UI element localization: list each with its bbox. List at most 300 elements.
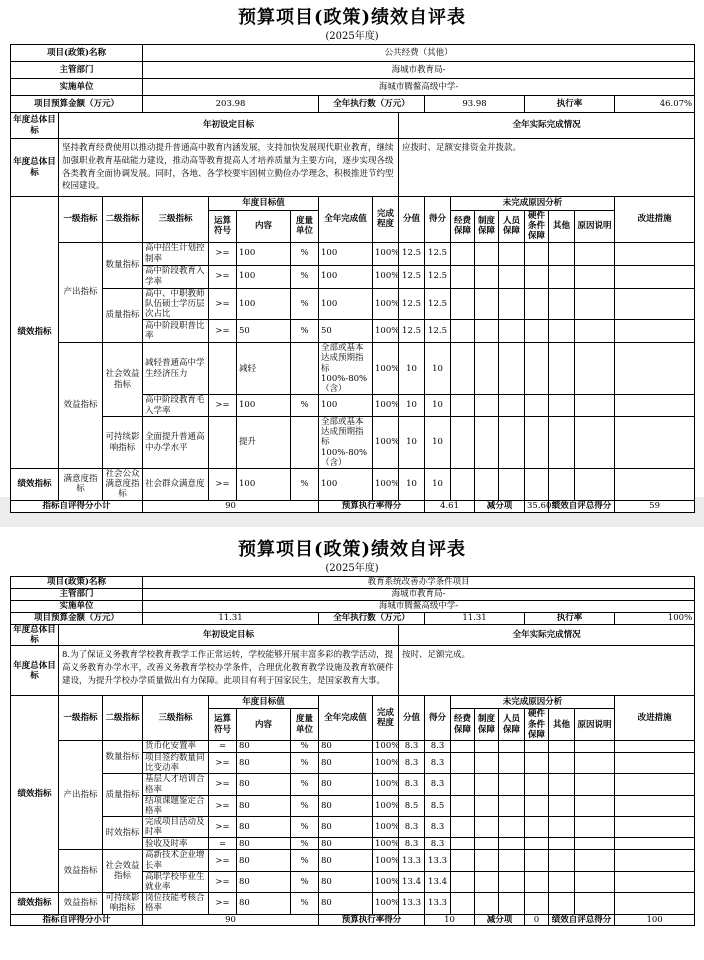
completion-degree-value: 100% <box>373 752 399 773</box>
level3-header: 三级指标 <box>143 696 209 741</box>
full-year-value: 100 <box>319 288 373 320</box>
empty-cell <box>615 871 695 892</box>
empty-cell <box>499 265 525 288</box>
empty-cell <box>549 265 575 288</box>
weight-value: 8.3 <box>399 817 425 838</box>
empty-cell <box>615 288 695 320</box>
form-title: 预算项目(政策)绩效自评表 <box>237 539 467 560</box>
unit-header: 度量单位 <box>291 709 319 741</box>
reason-header-6: 原因说明 <box>575 211 615 243</box>
unit-value: % <box>291 871 319 892</box>
operator-value: >= <box>209 395 237 417</box>
indicator-subtotal-label: 指标自评得分小计 <box>11 914 143 925</box>
unit-value: % <box>291 288 319 320</box>
empty-cell <box>451 817 475 838</box>
improvement-measures-header: 改进措施 <box>615 197 695 243</box>
empty-cell <box>615 242 695 265</box>
empty-cell <box>475 795 499 816</box>
unit-value: % <box>291 242 319 265</box>
performance-indicators-label: 绩效指标 <box>11 696 59 893</box>
completion-degree-value: 100% <box>373 871 399 892</box>
empty-cell <box>499 343 525 395</box>
full-year-value: 80 <box>319 850 373 871</box>
empty-cell <box>475 838 499 850</box>
level2-indicator: 质量指标 <box>103 774 143 817</box>
empty-cell <box>525 395 549 417</box>
form-title: 预算项目(政策)绩效自评表 <box>237 7 467 28</box>
completion-degree-header: 完成程度 <box>373 197 399 243</box>
empty-cell <box>475 417 499 469</box>
level2-header: 二级指标 <box>103 696 143 741</box>
metric-row <box>11 740 695 752</box>
operator-header: 运算符号 <box>209 211 237 243</box>
target-value: 100 <box>237 242 291 265</box>
score-header: 得分 <box>425 197 451 243</box>
empty-cell <box>575 752 615 773</box>
target-value: 80 <box>237 752 291 773</box>
empty-cell <box>549 469 575 501</box>
full-year-value-header: 全年完成值 <box>319 696 373 741</box>
budget-execution-score-label: 预算执行率得分 <box>319 914 425 925</box>
empty-cell <box>549 893 575 914</box>
empty-cell <box>475 893 499 914</box>
form-year: (2025年度) <box>325 31 379 42</box>
score-value: 8.3 <box>425 752 451 773</box>
empty-cell <box>575 343 615 395</box>
reason-header-5: 其他 <box>549 211 575 243</box>
department-value: 海城市教育局- <box>143 589 695 601</box>
metric-row <box>11 343 695 395</box>
annual-goal-side-label: 年度总体目标 <box>11 113 59 139</box>
executed-amount-value: 11.31 <box>425 613 525 625</box>
metric-row <box>11 850 695 871</box>
empty-cell <box>499 740 525 752</box>
implementing-unit-label: 实施单位 <box>11 79 143 96</box>
empty-cell <box>525 893 549 914</box>
annual-goal-label: 年度总体目标 <box>11 646 59 696</box>
weight-value: 10 <box>399 343 425 395</box>
unit-value: % <box>291 740 319 752</box>
score-value: 12.5 <box>425 288 451 320</box>
metric-row <box>11 417 695 469</box>
score-value: 8.3 <box>425 817 451 838</box>
empty-cell <box>525 838 549 850</box>
empty-cell <box>451 838 475 850</box>
level3-indicator: 高中招生计划控制率 <box>143 242 209 265</box>
level2-indicator: 可持续影响指标 <box>103 893 143 914</box>
weight-value: 13.4 <box>399 871 425 892</box>
empty-cell <box>475 288 499 320</box>
completion-degree-value: 100% <box>373 740 399 752</box>
completion-degree-value: 100% <box>373 838 399 850</box>
unit-value: % <box>291 395 319 417</box>
initial-goal-text: 8.为了保证义务教育学校教育教学工作正常运转，学校能够开展丰富多彩的教学活动，提高义务教育办学水平，改善义务教育学校办学条件，合理优化教育教学设施及教育软硬件建设，为提升学校办学质量做出有力保障。此项目有利于国家民生，是国家教育大事。 <box>59 646 399 696</box>
empty-cell <box>451 740 475 752</box>
unit-value: % <box>291 795 319 816</box>
evaluation-table <box>10 44 695 513</box>
empty-cell <box>499 817 525 838</box>
level3-indicator: 项目签约数量同比变动率 <box>143 752 209 773</box>
score-value: 13.4 <box>425 871 451 892</box>
empty-cell <box>575 265 615 288</box>
evaluation-form-2 <box>10 538 694 926</box>
empty-cell <box>575 417 615 469</box>
level2-indicator: 质量指标 <box>103 288 143 343</box>
empty-cell <box>575 774 615 795</box>
empty-cell <box>499 893 525 914</box>
weight-value: 13.3 <box>399 850 425 871</box>
budget-execution-score-value: 4.61 <box>425 500 475 512</box>
full-year-value: 100 <box>319 469 373 501</box>
completion-degree-value: 100% <box>373 265 399 288</box>
executed-amount-label: 全年执行数（万元） <box>319 96 425 113</box>
empty-cell <box>525 320 549 343</box>
target-value: 100 <box>237 395 291 417</box>
score-value: 12.5 <box>425 320 451 343</box>
empty-cell <box>549 242 575 265</box>
target-value: 80 <box>237 740 291 752</box>
target-value: 80 <box>237 838 291 850</box>
weight-value: 8.3 <box>399 740 425 752</box>
empty-cell <box>475 752 499 773</box>
score-value: 8.3 <box>425 774 451 795</box>
empty-cell <box>475 469 499 501</box>
metric-row <box>11 288 695 320</box>
weight-value: 13.3 <box>399 893 425 914</box>
empty-cell <box>575 871 615 892</box>
operator-value: >= <box>209 893 237 914</box>
weight-value: 8.3 <box>399 774 425 795</box>
empty-cell <box>499 242 525 265</box>
empty-cell <box>525 795 549 816</box>
level1-indicator: 满意度指标 <box>59 469 103 501</box>
annual-goal-side-label: 年度总体目标 <box>11 625 59 646</box>
weight-value: 10 <box>399 469 425 501</box>
level3-indicator: 基层人才培训合格率 <box>143 774 209 795</box>
unit-header: 度量单位 <box>291 211 319 243</box>
metric-row <box>11 469 695 501</box>
level2-indicator: 可持续影响指标 <box>103 417 143 469</box>
empty-cell <box>475 395 499 417</box>
executed-amount-value: 93.98 <box>425 96 525 113</box>
level2-indicator: 时效指标 <box>103 817 143 850</box>
reason-header-3: 人员保障 <box>499 211 525 243</box>
budget-amount-label: 项目预算金额（万元） <box>11 613 143 625</box>
incomplete-reason-header: 未完成原因分析 <box>451 696 615 709</box>
metric-row <box>11 774 695 795</box>
level3-indicator: 货币化安置率 <box>143 740 209 752</box>
initial-goal-text: 坚持教育经费使用以推动提升普通高中教育内涵发展，支持加快发展现代职业教育，继续加强职业教育基础能力建设，推动高等教育提高人才培养质量为主要方向，逐步实现各级各类教育全面协调发展。同时，各地、各学校要牢固树立勤俭办学理念，积极推进节约型校园建设。 <box>59 139 399 197</box>
empty-cell <box>451 774 475 795</box>
form-year: (2025年度) <box>325 563 379 574</box>
incomplete-reason-header: 未完成原因分析 <box>451 197 615 211</box>
full-year-value-header: 全年完成值 <box>319 197 373 243</box>
empty-cell <box>575 242 615 265</box>
project-name-label: 项目(政策)名称 <box>11 577 143 589</box>
performance-indicators-label: 绩效指标 <box>11 893 59 914</box>
operator-value: >= <box>209 817 237 838</box>
target-value: 50 <box>237 320 291 343</box>
empty-cell <box>525 343 549 395</box>
empty-cell <box>499 288 525 320</box>
empty-cell <box>549 740 575 752</box>
full-year-value: 全部或基本达成预期指标100%-80%（含） <box>319 417 373 469</box>
level3-indicator: 高中阶段教育入学率 <box>143 265 209 288</box>
level3-header: 三级指标 <box>143 197 209 243</box>
empty-cell <box>575 740 615 752</box>
unit-value: % <box>291 893 319 914</box>
score-value: 10 <box>425 343 451 395</box>
empty-cell <box>525 774 549 795</box>
executed-amount-label: 全年执行数（万元） <box>319 613 425 625</box>
execution-rate-label: 执行率 <box>525 613 615 625</box>
actual-completion-header: 全年实际完成情况 <box>399 113 695 139</box>
empty-cell <box>549 417 575 469</box>
deduction-value: 35.607 <box>525 500 549 512</box>
score-value: 8.3 <box>425 838 451 850</box>
empty-cell <box>525 740 549 752</box>
level1-header: 一级指标 <box>59 696 103 741</box>
reason-header-1: 经费保障 <box>451 211 475 243</box>
full-year-value: 全部或基本达成预期指标100%-80%（含） <box>319 343 373 395</box>
operator-value: >= <box>209 469 237 501</box>
reason-header-3: 人员保障 <box>499 709 525 741</box>
unit-value: % <box>291 752 319 773</box>
target-value: 80 <box>237 850 291 871</box>
empty-cell <box>451 893 475 914</box>
unit-value <box>291 417 319 469</box>
weight-value: 10 <box>399 395 425 417</box>
completion-degree-value: 100% <box>373 850 399 871</box>
empty-cell <box>451 320 475 343</box>
reason-header-4: 硬件条件保障 <box>525 709 549 741</box>
level2-indicator: 数量指标 <box>103 242 143 288</box>
level1-indicator: 效益指标 <box>59 893 103 914</box>
empty-cell <box>451 395 475 417</box>
operator-header: 运算符号 <box>209 709 237 741</box>
completion-degree-value: 100% <box>373 774 399 795</box>
empty-cell <box>475 850 499 871</box>
score-header: 得分 <box>425 696 451 741</box>
annual-target-header: 年度目标值 <box>209 197 319 211</box>
full-year-value: 100 <box>319 265 373 288</box>
empty-cell <box>549 795 575 816</box>
project-name-label: 项目(政策)名称 <box>11 45 143 62</box>
empty-cell <box>615 774 695 795</box>
implementing-unit-label: 实施单位 <box>11 601 143 613</box>
target-value: 80 <box>237 795 291 816</box>
indicator-subtotal-value: 90 <box>143 914 319 925</box>
evaluation-form-1 <box>10 6 694 513</box>
evaluation-table <box>10 576 695 926</box>
empty-cell <box>475 774 499 795</box>
project-name-value: 公共经费（其他） <box>143 45 695 62</box>
metric-row <box>11 817 695 838</box>
operator-value: >= <box>209 320 237 343</box>
score-value: 12.5 <box>425 242 451 265</box>
empty-cell <box>525 469 549 501</box>
empty-cell <box>575 395 615 417</box>
unit-value: % <box>291 469 319 501</box>
completion-degree-value: 100% <box>373 817 399 838</box>
actual-completion-header: 全年实际完成情况 <box>399 625 695 646</box>
budget-execution-score-label: 预算执行率得分 <box>319 500 425 512</box>
department-label: 主管部门 <box>11 62 143 79</box>
budget-amount-label: 项目预算金额（万元） <box>11 96 143 113</box>
target-value: 减轻 <box>237 343 291 395</box>
empty-cell <box>549 343 575 395</box>
score-value: 8.5 <box>425 795 451 816</box>
execution-rate-label: 执行率 <box>525 96 615 113</box>
target-value: 100 <box>237 288 291 320</box>
empty-cell <box>549 850 575 871</box>
empty-cell <box>549 838 575 850</box>
target-value: 100 <box>237 265 291 288</box>
weight-value: 12.5 <box>399 288 425 320</box>
actual-completion-text: 应拨时、足额安排资金并拨款。 <box>399 139 695 197</box>
operator-value <box>209 343 237 395</box>
empty-cell <box>475 740 499 752</box>
empty-cell <box>525 850 549 871</box>
empty-cell <box>615 343 695 395</box>
weight-value: 8.3 <box>399 752 425 773</box>
empty-cell <box>549 752 575 773</box>
reason-header-6: 原因说明 <box>575 709 615 741</box>
empty-cell <box>525 265 549 288</box>
empty-cell <box>499 752 525 773</box>
deduction-value: 0 <box>525 914 549 925</box>
total-score-label: 绩效自评总得分 <box>549 914 615 925</box>
initial-goal-header: 年初设定目标 <box>59 625 399 646</box>
completion-degree-value: 100% <box>373 469 399 501</box>
indicator-subtotal-label: 指标自评得分小计 <box>11 500 143 512</box>
execution-rate-value: 46.07% <box>615 96 695 113</box>
indicator-subtotal-value: 90 <box>143 500 319 512</box>
weight-header: 分值 <box>399 696 425 741</box>
completion-degree-value: 100% <box>373 343 399 395</box>
implementing-unit-value: 海城市腾鳌高级中学- <box>143 79 695 96</box>
operator-value: = <box>209 740 237 752</box>
empty-cell <box>451 242 475 265</box>
operator-value: >= <box>209 752 237 773</box>
empty-cell <box>525 417 549 469</box>
empty-cell <box>549 288 575 320</box>
empty-cell <box>451 343 475 395</box>
empty-cell <box>475 817 499 838</box>
empty-cell <box>499 795 525 816</box>
empty-cell <box>499 469 525 501</box>
empty-cell <box>451 871 475 892</box>
operator-value: >= <box>209 871 237 892</box>
empty-cell <box>615 265 695 288</box>
operator-value: >= <box>209 795 237 816</box>
empty-cell <box>451 752 475 773</box>
weight-header: 分值 <box>399 197 425 243</box>
level2-indicator: 社会公众满意度指标 <box>103 469 143 501</box>
reason-header-2: 制度保障 <box>475 211 499 243</box>
initial-goal-header: 年初设定目标 <box>59 113 399 139</box>
empty-cell <box>615 469 695 501</box>
empty-cell <box>549 817 575 838</box>
score-value: 10 <box>425 469 451 501</box>
budget-amount-value: 11.31 <box>143 613 319 625</box>
total-score-value: 100 <box>615 914 695 925</box>
full-year-value: 80 <box>319 795 373 816</box>
empty-cell <box>499 395 525 417</box>
reason-header-4: 硬件条件保障 <box>525 211 549 243</box>
completion-degree-value: 100% <box>373 395 399 417</box>
operator-value: >= <box>209 288 237 320</box>
empty-cell <box>475 871 499 892</box>
empty-cell <box>475 265 499 288</box>
level3-indicator: 社会群众满意度 <box>143 469 209 501</box>
unit-value: % <box>291 320 319 343</box>
implementing-unit-value: 海城市腾鳌高级中学- <box>143 601 695 613</box>
project-name-value: 教育系统改善办学条件项目 <box>143 577 695 589</box>
budget-amount-value: 203.98 <box>143 96 319 113</box>
operator-value <box>209 417 237 469</box>
empty-cell <box>499 871 525 892</box>
empty-cell <box>615 838 695 850</box>
score-value: 13.3 <box>425 850 451 871</box>
empty-cell <box>615 795 695 816</box>
empty-cell <box>499 417 525 469</box>
empty-cell <box>575 817 615 838</box>
empty-cell <box>499 320 525 343</box>
metric-row <box>11 242 695 265</box>
empty-cell <box>575 893 615 914</box>
completion-degree-header: 完成程度 <box>373 696 399 741</box>
operator-value: >= <box>209 774 237 795</box>
level1-indicator: 产出指标 <box>59 242 103 343</box>
empty-cell <box>615 817 695 838</box>
level3-indicator: 全面提升普通高中办学水平 <box>143 417 209 469</box>
empty-cell <box>475 343 499 395</box>
empty-cell <box>549 871 575 892</box>
empty-cell <box>575 795 615 816</box>
full-year-value: 100 <box>319 395 373 417</box>
empty-cell <box>615 417 695 469</box>
score-value: 13.3 <box>425 893 451 914</box>
level3-indicator: 高中、中职教师队伍硕士学历层次占比 <box>143 288 209 320</box>
department-label: 主管部门 <box>11 589 143 601</box>
empty-cell <box>499 838 525 850</box>
target-value: 80 <box>237 871 291 892</box>
empty-cell <box>615 320 695 343</box>
budget-execution-score-value: 10 <box>425 914 475 925</box>
full-year-value: 80 <box>319 752 373 773</box>
empty-cell <box>615 850 695 871</box>
empty-cell <box>575 469 615 501</box>
level3-indicator: 高职学校毕业生就业率 <box>143 871 209 892</box>
unit-value: % <box>291 817 319 838</box>
unit-value: % <box>291 850 319 871</box>
empty-cell <box>615 893 695 914</box>
score-value: 8.3 <box>425 740 451 752</box>
completion-degree-value: 100% <box>373 242 399 265</box>
unit-value: % <box>291 838 319 850</box>
reason-header-2: 制度保障 <box>475 709 499 741</box>
full-year-value: 50 <box>319 320 373 343</box>
empty-cell <box>549 774 575 795</box>
full-year-value: 80 <box>319 817 373 838</box>
empty-cell <box>525 242 549 265</box>
empty-cell <box>475 242 499 265</box>
target-value: 80 <box>237 774 291 795</box>
unit-value: % <box>291 265 319 288</box>
level3-indicator: 结项课题鉴定合格率 <box>143 795 209 816</box>
target-value: 80 <box>237 893 291 914</box>
